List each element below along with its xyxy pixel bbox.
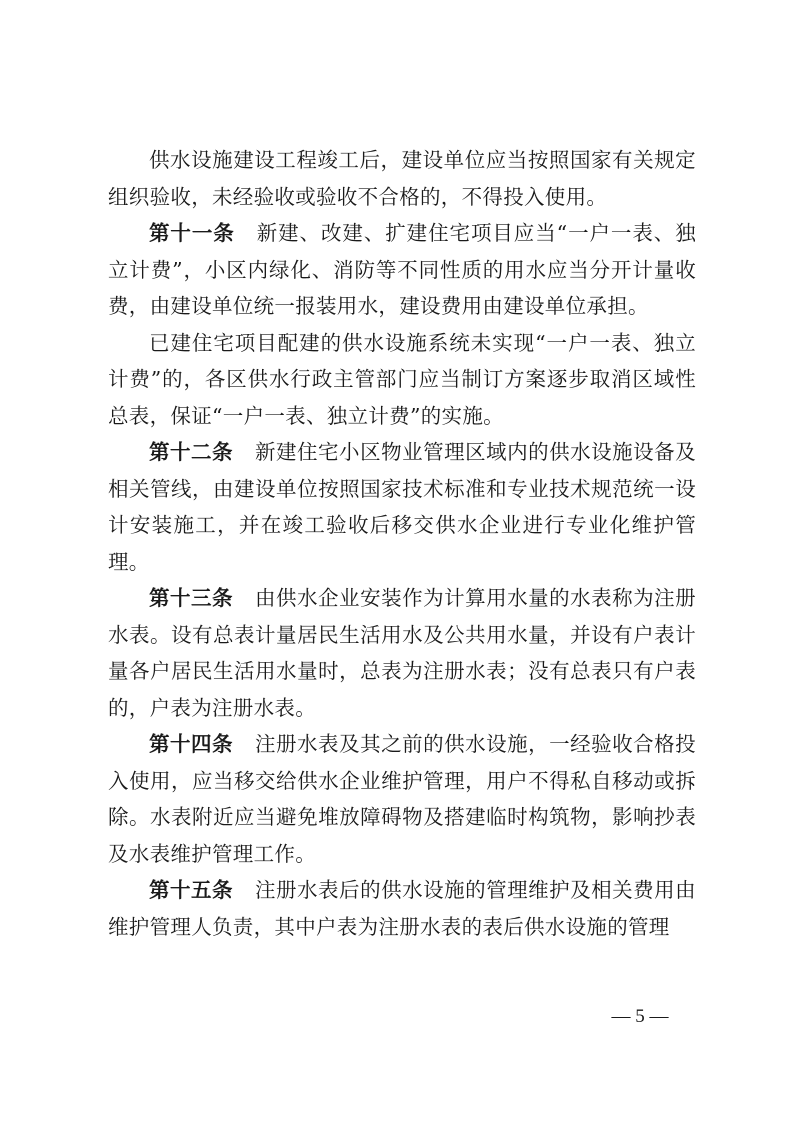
paragraph-1 — [108, 142, 696, 215]
paragraph-text: 新建住宅小区物业管理区域内的供水设施设备及相关管线，由建设单位按照国家技术标准和专业技术规范统一设计安装施工，并在竣工验收后移交供水企业进行专业化维护管理。 — [108, 440, 696, 574]
paragraph-article-11 — [108, 215, 696, 325]
document-body — [108, 142, 696, 945]
paragraph-text: 已建住宅项目配建的供水设施系统未实现“一户一表、独立计费”的，各区供水行政主管部门应当制订方案逐步取消区域性总表，保证“一户一表、独立计费”的实施。 — [108, 330, 696, 428]
paragraph-article-12 — [108, 434, 696, 580]
article-heading: 第十五条 — [149, 878, 234, 902]
article-heading: 第十一条 — [149, 221, 235, 245]
page-number: — 5 — — [611, 1006, 669, 1027]
article-heading: 第十四条 — [149, 732, 234, 756]
paragraph-text: 新建、改建、扩建住宅项目应当“一户一表、独立计费”，小区内绿化、消防等不同性质的用水应当分开计量收费，由建设单位统一报装用水，建设费用由建设单位承担。 — [108, 221, 696, 318]
paragraph-text: 注册水表后的供水设施的管理维护及相关费用由维护管理人负责，其中户表为注册水表的表后供水设施的管理 — [108, 878, 696, 939]
article-heading: 第十二条 — [149, 440, 234, 464]
paragraph-article-15 — [108, 872, 696, 945]
paragraph-article-13 — [108, 580, 696, 726]
paragraph-text: 注册水表及其之前的供水设施，一经验收合格投入使用，应当移交给供水企业维护管理，用户不得私自移动或拆除。水表附近应当避免堆放障碍物及搭建临时构筑物，影响抄表及水表维护管理工作。 — [108, 732, 696, 866]
paragraph-text: 供水设施建设工程竣工后，建设单位应当按照国家有关规定组织验收，未经验收或验收不合格的，不得投入使用。 — [108, 148, 696, 209]
article-heading: 第十三条 — [149, 586, 234, 610]
paragraph-text: 由供水企业安装作为计算用水量的水表称为注册水表。设有总表计量居民生活用水及公共用水量，并设有户表计量各户居民生活用水量时，总表为注册水表；没有总表只有户表的，户表为注册水表。 — [108, 586, 696, 720]
paragraph-3 — [108, 325, 696, 435]
paragraph-article-14 — [108, 726, 696, 872]
